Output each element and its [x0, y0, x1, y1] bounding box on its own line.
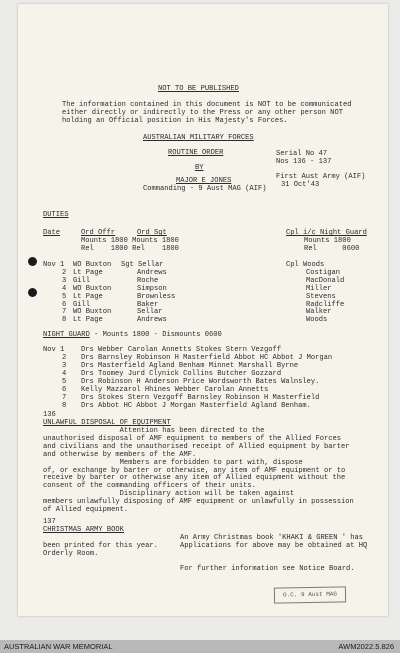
guard-date: 8 [62, 402, 67, 410]
order-136-line: Attention has been directed to the [43, 427, 265, 435]
order-136-line: consent of the commanding officers of their units. [43, 482, 256, 491]
order-136-line: members unlawfully disposing of AMF equipment or unlawfully in possession [43, 498, 354, 507]
duty-date: 2 [62, 268, 67, 277]
guard-names: Drs Abbot HC Abbot J Morgan Masterfield Agland Benham. [81, 402, 311, 410]
duty-ord-offr: Lt Page [73, 316, 103, 325]
duties-heading: DUTIES [43, 211, 69, 219]
duty-date: 4 [62, 284, 67, 293]
duty-ord-offr: Gill [73, 300, 91, 309]
night-guard-times: - Mounts 1800 - Dismounts 0600 [89, 331, 222, 339]
order-136-line: of, or exchange by barter or otherwise, any item of AMF equipment or to [43, 466, 346, 475]
by-label: BY [195, 164, 204, 172]
col-ord-offr-header: Ord Offr [81, 229, 116, 237]
order-136-line: Members are forbidden to part with, dispose [43, 458, 303, 467]
duty-ord-sgt: Andrews [137, 316, 167, 325]
classification-heading: NOT TO BE PUBLISHED [158, 85, 239, 93]
duty-ord-offr: WO Buxton [73, 284, 112, 293]
office-stamp: O.C. 9 Aust MAG [274, 586, 346, 603]
archive-footer [0, 640, 400, 653]
guard-names: Drs Robinson H Anderson Price Wordsworth Bates Walnsley. [81, 378, 320, 386]
duty-date: 8 [62, 316, 67, 325]
duty-night-guard-cpl: Costigan [306, 268, 341, 277]
guard-names: Drs Masterfield Agland Benham Minnet Marshall Byrne [81, 362, 299, 370]
order-136-line: and civilians and the unauthorised receipt of Allied equipment by barter [43, 442, 350, 451]
night-guard-heading: NIGHT GUARD [43, 331, 90, 339]
guard-names: Drs Barnsley Robinson H Masterfield Abbot HC Abbot J Morgan [81, 354, 333, 362]
duty-night-guard-cpl: Miller [306, 284, 332, 293]
duty-ord-sgt: Simpson [137, 284, 167, 293]
order-title: ROUTINE ORDER [168, 149, 224, 157]
duty-ord-offr: Lt Page [73, 292, 103, 301]
document-page [18, 4, 388, 616]
order-136-line: Disciplinary action will be taken against [43, 490, 295, 499]
officer-name: MAJOR E JONES [176, 177, 232, 185]
warning-line: either directly or indirectly to the Press or any other person NOT [62, 109, 343, 117]
order-137-line: been printed for this year. [43, 542, 158, 550]
guard-date: 6 [62, 386, 67, 394]
duty-ord-offr: Gill [73, 276, 91, 285]
duty-ord-sgt: Baker [137, 300, 159, 309]
duty-night-guard-cpl: MacDonald [306, 276, 345, 285]
punch-hole [28, 288, 37, 297]
command-line: Commanding - 9 Aust MAG (AIF) [143, 185, 267, 193]
order-date: 31 Oct'43 [281, 181, 320, 189]
duty-night-guard-cpl: Walker [306, 308, 332, 317]
order-137-heading: CHRISTMAS ARMY BOOK [43, 526, 124, 534]
duty-times-relief: Rel 1800 Rel 1800 [81, 245, 179, 253]
order-136-line: and otherwise by members of the AMF. [43, 450, 197, 459]
force-title: AUSTRALIAN MILITARY FORCES [143, 134, 254, 142]
guard-date: 3 [62, 362, 67, 370]
guard-date: 2 [62, 354, 67, 362]
warning-line: The information contained in this document is NOT to be communicated [62, 101, 352, 109]
order-136-line: receive by barter or otherwise any item of Allied equipment without the [43, 474, 346, 483]
guard-times-mount: Mounts 1800 [304, 237, 351, 245]
duty-ord-sgt: Sgt Sellar [121, 261, 164, 269]
order-136-line: of Allied equipment. [43, 506, 129, 514]
guard-names: Drs Webber Carolan Annetts Stokes Stern Vezgoff [81, 346, 282, 354]
duty-ord-offr: WO Buxton [73, 308, 112, 317]
order-137-line: Orderly Room. [43, 550, 99, 558]
footer-accession-number: AWM2022.5.826 [338, 642, 394, 651]
order-136-line: unauthorised disposal of AMF equipment to members of the Allied Forces [43, 434, 341, 443]
guard-date: 5 [62, 378, 67, 386]
duty-date: 6 [62, 300, 67, 309]
night-guard-title [43, 331, 222, 339]
duty-ord-sgt: Andrews [137, 268, 167, 277]
duty-date: 3 [62, 276, 67, 285]
duty-times-mount: Mounts 1800 Mounts 1800 [81, 237, 179, 245]
army-name: First Aust Army (AIF) [276, 173, 366, 181]
order-numbers: Nos 136 - 137 [276, 158, 332, 166]
guard-names: Kelly Mazzarol Hhines Webber Carolan Annetts [81, 386, 269, 394]
guard-date: 7 [62, 394, 67, 402]
duty-date: 7 [62, 308, 67, 317]
duty-ord-offr: WO Buxton [73, 261, 112, 269]
order-136-heading: UNLAWFUL DISPOSAL OF EQUIPMENT [43, 419, 171, 427]
guard-date: Nov 1 [43, 346, 65, 354]
guard-names: Drs Stokes Stern Vezgoff Barnsley Robinson H Masterfield [81, 394, 320, 402]
order-136-number: 136 [43, 411, 56, 419]
order-137-number: 137 [43, 518, 56, 526]
duty-ord-sgt: Sellar [137, 308, 163, 317]
duty-night-guard-cpl: Stevens [306, 292, 336, 301]
duty-date: 5 [62, 292, 67, 301]
warning-line: holding an Official position in His Majesty's Forces. [62, 117, 288, 125]
col-night-guard-header: Cpl i/c Night Guard [286, 229, 367, 237]
duty-night-guard-cpl: Cpl Woods [286, 261, 325, 269]
guard-times-relief: Rel 0600 [304, 245, 360, 253]
order-137-line: For further information see Notice Board. [180, 565, 355, 573]
guard-date: 4 [62, 370, 67, 378]
footer-institution: AUSTRALIAN WAR MEMORIAL [4, 642, 113, 651]
col-ord-sgt-header: Ord Sgt [137, 229, 167, 237]
duty-night-guard-cpl: Woods [306, 316, 328, 325]
duty-ord-sgt: Roche [137, 276, 159, 285]
duty-night-guard-cpl: Radcliffe [306, 300, 345, 309]
punch-hole [28, 257, 37, 266]
order-137-line: An Army Christmas book 'KHAKI & GREEN ' has [180, 534, 364, 542]
duty-ord-offr: Lt Page [73, 268, 103, 277]
duty-date: Nov 1 [43, 261, 65, 269]
guard-names: Drs Toomey Jurd Clynick Collins Butcher Gozzard [81, 370, 282, 378]
serial-number: Serial No 47 [276, 150, 328, 158]
duty-ord-sgt: Brownless [137, 292, 176, 301]
order-137-line: Applications for above may be obtained at HQ [180, 542, 368, 550]
col-date-header: Date [43, 229, 61, 237]
